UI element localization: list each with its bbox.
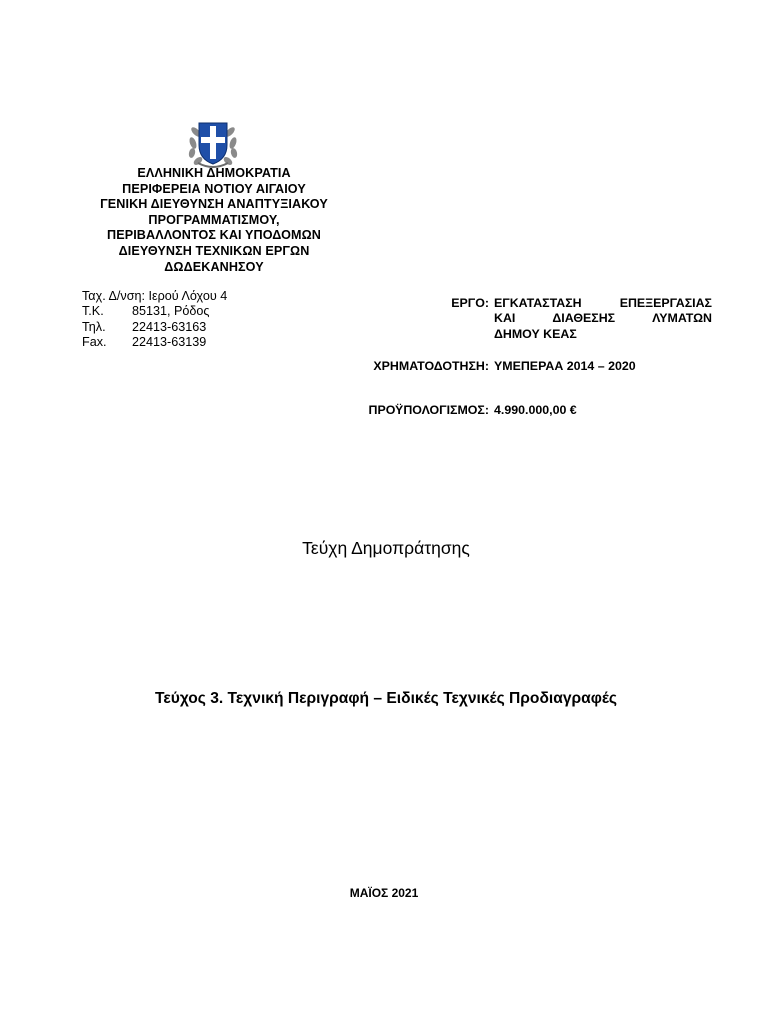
authority-line: ΔΩΔΕΚΑΝΗΣΟΥ [164, 259, 264, 274]
project-word: ΚΑΙ [494, 311, 516, 326]
contact-details [82, 289, 227, 351]
postcode-label: Τ.Κ. [82, 304, 104, 319]
project-word: ΔΙΑΘΕΣΗΣ [552, 311, 616, 326]
address-value: Ιερού Λόχου 4 [148, 289, 228, 303]
phone-row [82, 320, 227, 335]
authority-line: ΕΛΛΗΝΙΚΗ ΔΗΜΟΚΡΑΤΙΑ [137, 166, 291, 180]
address-row [82, 289, 227, 304]
fax-value: 22413-63139 [132, 335, 207, 350]
phone-label: Τηλ. [82, 319, 106, 334]
project-word: ΕΓΚΑΤΑΣΤΑΣΗ [494, 296, 582, 310]
authority-heading [72, 166, 356, 275]
budget-label: ΠΡΟΫΠΟΛΟΓΙΣΜΟΣ: [368, 403, 489, 417]
project-line [494, 311, 712, 326]
project-word: ΛΥΜΑΤΩΝ [652, 311, 712, 326]
project-word: ΔΗΜΟΥ ΚΕΑΣ [494, 326, 577, 341]
document-subtitle: Τεύχος 3. Τεχνική Περιγραφή – Ειδικές Τεχνικές Προδιαγραφές [154, 690, 618, 707]
project-line [494, 327, 712, 342]
project-label: ΕΡΓΟ: [451, 296, 489, 310]
project-field [340, 296, 712, 342]
funding-label: ΧΡΗΜΑΤΟΔΟΤΗΣΗ: [373, 359, 489, 373]
project-value [489, 296, 712, 342]
postcode-value: 85131, Ρόδος [132, 304, 210, 319]
authority-line: ΠΕΡΙΦΕΡΕΙΑ ΝΟΤΙΟΥ ΑΙΓΑΙΟΥ [122, 181, 306, 196]
project-word: ΕΠΕΞΕΡΓΑΣΙΑΣ [619, 296, 712, 310]
authority-line: ΠΕΡΙΒΑΛΛΟΝΤΟΣ ΚΑΙ ΥΠΟΔΟΜΩΝ [107, 228, 321, 243]
fax-label: Fax. [82, 335, 107, 350]
funding-field [340, 359, 712, 374]
authority-line: ΓΕΝΙΚΗ ΔΙΕΥΘΥΝΣΗ ΑΝΑΠΤΥΞΙΑΚΟΥ [100, 197, 328, 212]
document-title: Τεύχη Δημοπράτησης [302, 538, 470, 558]
fax-row [82, 335, 227, 350]
budget-field [340, 403, 712, 418]
greek-coat-of-arms-icon [184, 113, 242, 171]
address-label: Ταχ. Δ/νση: [82, 289, 145, 303]
funding-value: ΥΜΕΠΕΡΑΑ 2014 – 2020 [494, 359, 636, 373]
project-line [494, 296, 712, 311]
postcode-row [82, 304, 227, 319]
phone-value: 22413-63163 [132, 319, 207, 334]
authority-line: ΔΙΕΥΘΥΝΣΗ ΤΕΧΝΙΚΩΝ ΕΡΓΩΝ [118, 243, 310, 258]
document-date: ΜΑΪΟΣ 2021 [349, 886, 419, 900]
budget-value: 4.990.000,00 € [494, 403, 577, 417]
authority-line: ΠΡΟΓΡΑΜΜΑΤΙΣΜΟΥ, [148, 212, 280, 227]
